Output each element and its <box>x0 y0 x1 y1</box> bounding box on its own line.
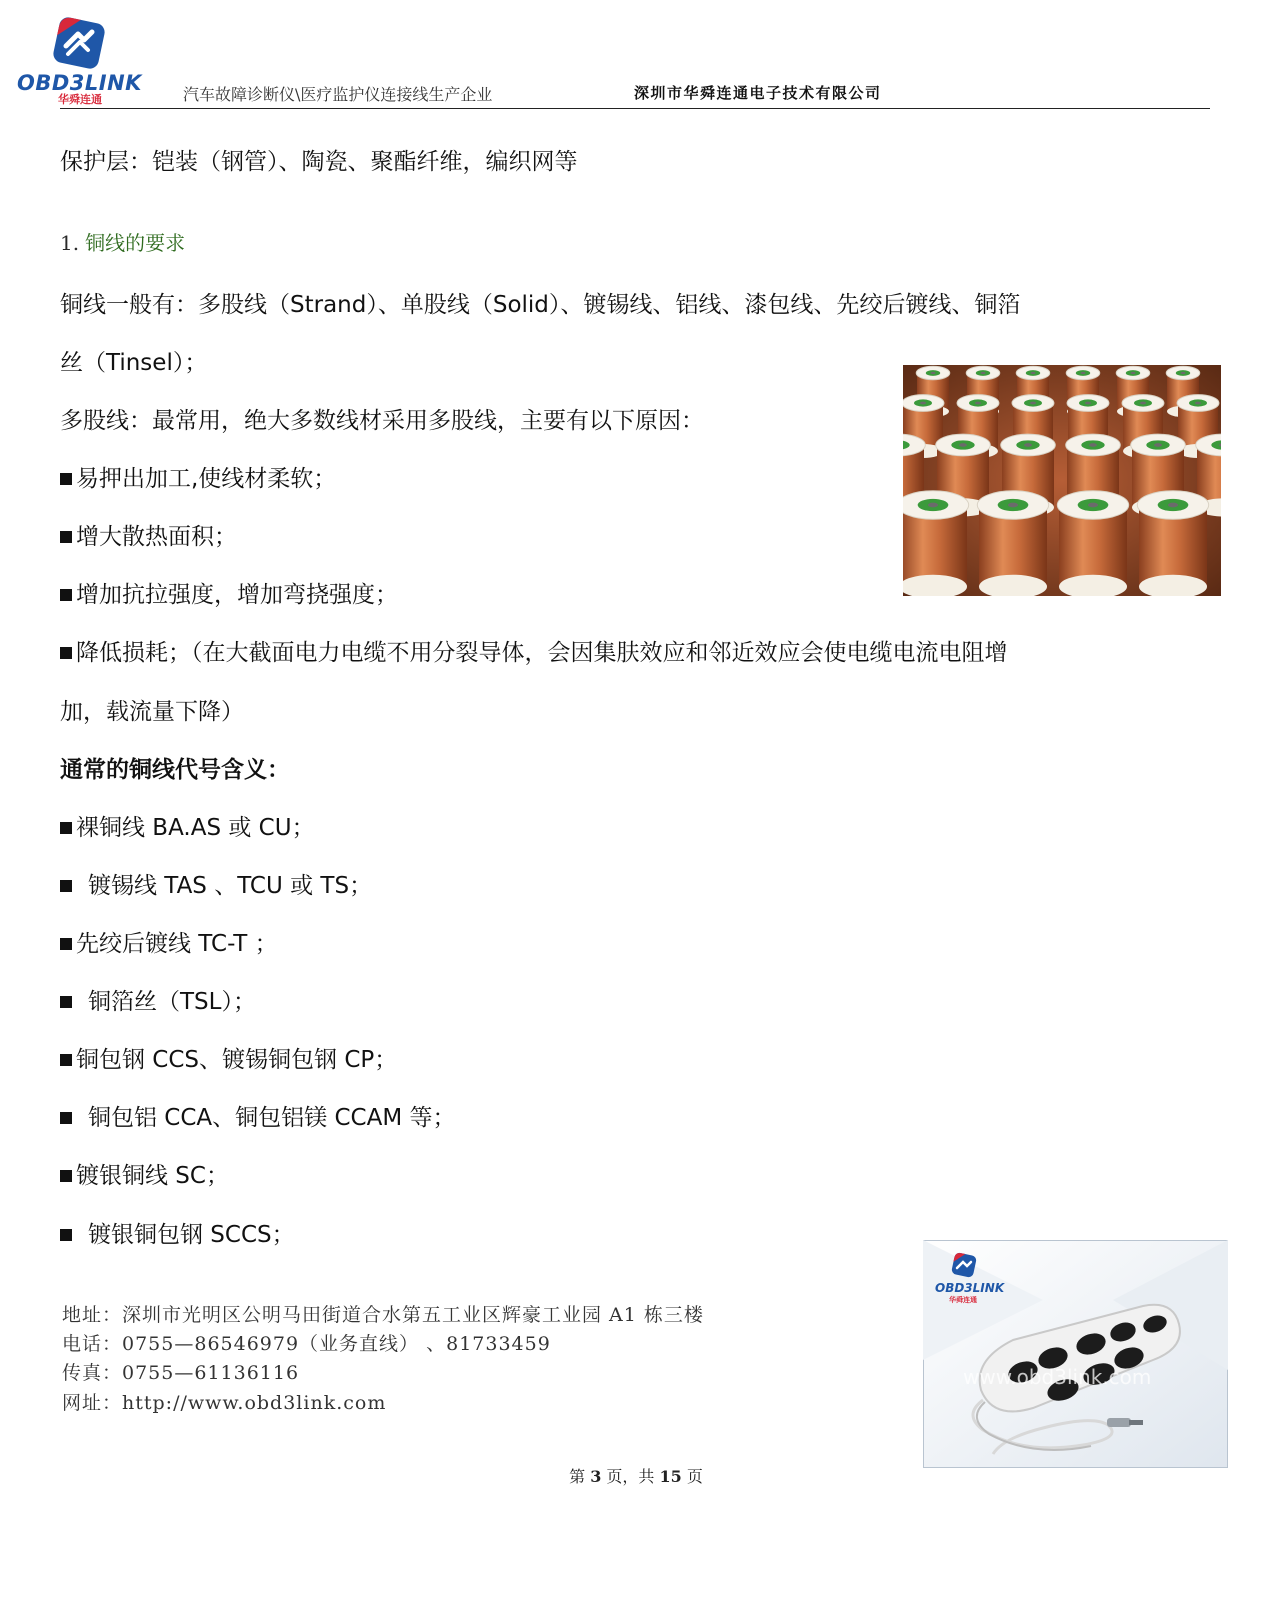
footer-fax: 传真：0755—61136116 <box>62 1362 300 1384</box>
list-item: 易押出加工,使线材柔软； <box>60 464 336 494</box>
section-number: 1. <box>60 231 80 255</box>
list-item-continuation: 加，载流量下降） <box>60 699 244 725</box>
product-logo-subtext: 华舜连通 <box>949 1296 977 1304</box>
code-item: 裸铜线 BA.AS 或 CU； <box>60 813 315 843</box>
list-item: 增加抗拉强度，增加弯挠强度； <box>60 580 398 610</box>
bullet-icon <box>60 1054 72 1066</box>
bullet-icon <box>60 589 72 601</box>
intro-line-1: 铜线一般有：多股线（Strand）、单股线（Solid）、镀锡线、铝线、漆包线、先绞后镀线、铜箔 <box>60 292 1021 318</box>
section-title: 铜线的要求 <box>85 231 186 255</box>
code-item: 镀银铜线 SC； <box>60 1161 229 1191</box>
code-item: 先绞后镀线 TC-T ； <box>60 929 278 959</box>
header-company-name: 深圳市华舜连通电子技术有限公司 <box>634 84 882 102</box>
list-item: 增大散热面积； <box>60 522 237 552</box>
page-number: 第 3 页，共 15 页 <box>569 1467 703 1486</box>
logo-text: OBD3LINK <box>17 71 142 95</box>
footer-address: 地址：深圳市光明区公明马田街道合水第五工业区辉豪工业园 A1 栋三楼 <box>62 1304 704 1326</box>
footer-phone: 电话：0755—86546979（业务直线） 、81733459 <box>62 1333 551 1355</box>
header-tagline: 汽车故障诊断仪\医疗监护仪连接线生产企业 <box>183 85 493 104</box>
logo-subtext: 华舜连通 <box>58 93 102 106</box>
codes-heading: 通常的铜线代号含义： <box>60 757 290 783</box>
bullet-icon <box>60 531 72 543</box>
copper-spools-photo <box>903 365 1221 596</box>
code-item: 镀锡线 TAS 、TCU 或 TS； <box>60 871 372 901</box>
product-photo <box>923 1240 1228 1468</box>
bullet-icon <box>60 1170 72 1182</box>
section-heading <box>60 227 185 256</box>
list-item: 降低损耗；（在大截面电力电缆不用分裂导体，会因集肤效应和邻近效应会使电缆电流电阻增 <box>60 638 1008 668</box>
bullet-icon <box>60 880 72 892</box>
header-divider <box>60 108 1210 109</box>
bullet-icon <box>60 1229 72 1241</box>
code-item: 铜箔丝（TSL）； <box>60 987 256 1017</box>
code-item: 铜包铝 CCA、铜包铝镁 CCAM 等； <box>60 1103 455 1133</box>
code-item: 铜包钢 CCS、镀锡铜包钢 CP； <box>60 1045 397 1075</box>
page-current: 3 <box>590 1467 602 1486</box>
protection-layer-text: 保护层：铠装（钢管）、陶瓷、聚酯纤维，编织网等 <box>60 149 578 175</box>
bullet-icon <box>60 473 72 485</box>
bullet-icon <box>60 1112 72 1124</box>
product-logo-text: OBD3LINK <box>935 1281 1005 1295</box>
company-logo <box>14 14 144 106</box>
bullet-icon <box>60 822 72 834</box>
bullet-icon <box>60 647 72 659</box>
code-item: 镀银铜包钢 SCCS； <box>60 1220 295 1250</box>
bullet-icon <box>60 996 72 1008</box>
product-watermark: www.obd3link.com <box>963 1365 1152 1389</box>
footer-website: 网址：http://www.obd3link.com <box>62 1392 387 1414</box>
logo-mark-icon <box>14 14 144 106</box>
bullet-icon <box>60 938 72 950</box>
intro-line-2: 丝（Tinsel）； <box>60 350 208 376</box>
page-total: 15 <box>659 1467 682 1486</box>
stranded-intro: 多股线：最常用，绝大多数线材采用多股线，主要有以下原因： <box>60 408 704 434</box>
